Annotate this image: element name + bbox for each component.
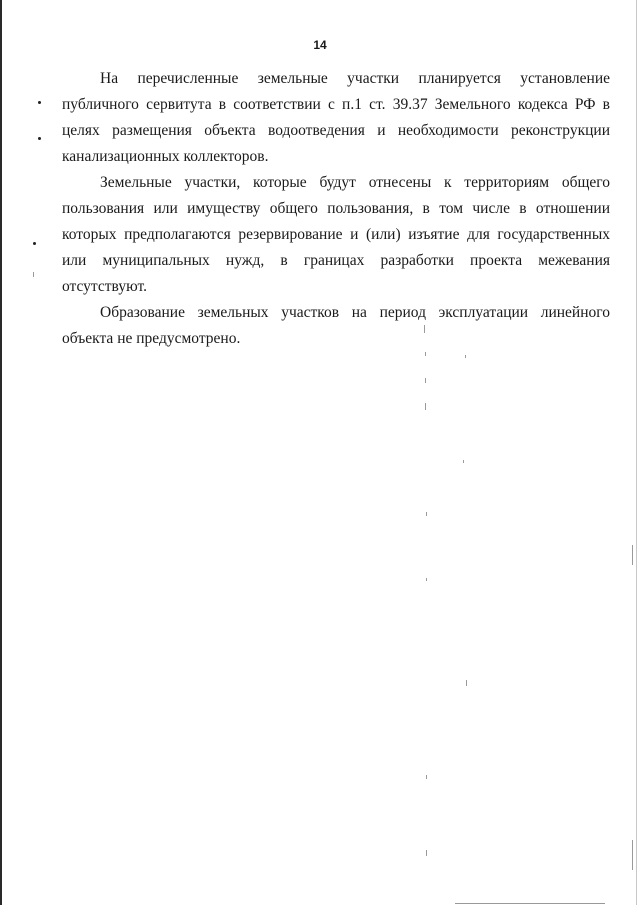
- scan-speck: [426, 850, 427, 856]
- scan-speck: [632, 545, 633, 565]
- paragraph-public-easement: На перечисленные земельные участки планируется установление публичного сервитута в соответствии с п.1 ст. 39.37 Земельного кодекса РФ в целях размещения объекта водоотведения и необходимости реконструкции канализационных коллекторов.: [62, 70, 610, 165]
- scan-speck: [33, 272, 34, 277]
- scan-speck: [425, 378, 426, 383]
- scan-left-edge: [0, 0, 2, 905]
- scan-dot: [38, 137, 41, 140]
- paragraph-land-formation: Образование земельных участков на период эксплуатации линейного объекта не предусмотрено.: [62, 304, 610, 347]
- scan-bottom-line: [455, 903, 605, 904]
- scan-speck: [425, 352, 426, 356]
- scan-speck: [425, 403, 426, 410]
- scan-speck: [465, 355, 466, 358]
- scan-dot: [38, 101, 41, 104]
- scan-speck: [426, 578, 427, 581]
- scan-speck: [466, 680, 467, 686]
- paragraph-public-use-territories: Земельные участки, которые будут отнесены к территориям общего пользования или имуществу общего пользования, в том числе в отношении которых предполагаются резервирование и (или) изъятие для государственных или муниципальных нужд, в границах разработки проекта межевания отсутствуют.: [62, 174, 610, 295]
- scan-speck: [463, 460, 464, 463]
- body-text: [62, 66, 610, 352]
- scan-right-edge: [636, 0, 637, 905]
- scan-speck: [632, 840, 633, 870]
- page-number: 14: [313, 38, 327, 52]
- scan-speck: [426, 512, 427, 516]
- scan-dot: [33, 242, 36, 245]
- scan-speck: [426, 775, 427, 779]
